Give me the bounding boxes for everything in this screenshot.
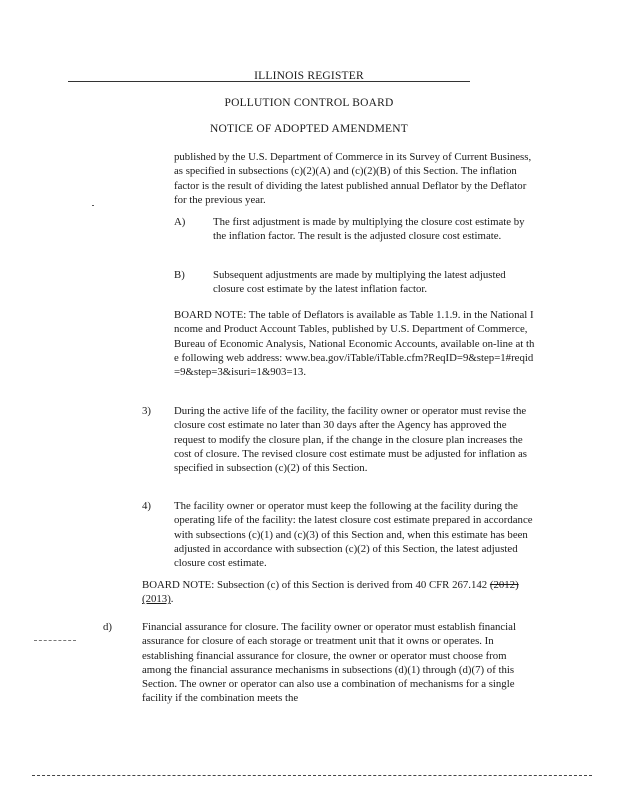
margin-mark bbox=[34, 640, 76, 641]
item-b-label: B) bbox=[174, 269, 185, 281]
item-4-label: 4) bbox=[142, 500, 151, 512]
inserted-year: (2013) bbox=[142, 593, 171, 606]
item-d-label: d) bbox=[103, 621, 112, 633]
notice-title: NOTICE OF ADOPTED AMENDMENT bbox=[209, 123, 409, 135]
item-4-text: The facility owner or operator must keep the following at the facility during the operating life of the facility: the latest closure cost estimate prepared in accordance with subsections (c)(1) and (c)(3) of this Section and, when this estimate has been adjusted in accordance with subsection (c)(2) of this Section, the latest adjusted closure cost estimate. bbox=[174, 500, 533, 570]
board-note-deflators: BOARD NOTE: The table of Deflators is available as Table 1.1.9. in the National Income and Product Account Tables, published by U.S. Department of Commerce, Bureau of Economic Analysis, National Economic Accounts, available on-line at the following web address: www.bea.gov/iTable/iTable.cfm?ReqID=9&step=1#reqid=9&step=3&isuri=1&903=13. bbox=[174, 309, 535, 379]
footer-rule bbox=[32, 775, 592, 776]
item-a-label: A) bbox=[174, 216, 186, 228]
item-b-text: Subsequent adjustments are made by multiplying the latest adjusted closure cost estimate by the latest inflation factor. bbox=[213, 269, 506, 296]
board-note-end: . bbox=[170, 593, 174, 606]
deleted-year: (2012) bbox=[489, 579, 519, 591]
item-d-text: Financial assurance for closure. The facility owner or operator must establish financial assurance for closure of each storage or treatment unit that it owns or operates. In establishing financial assurance for closure, the owner or operator must choose from among the financial assurance mechanisms in subsections (d)(1) through (d)(7) of this Section. The owner or operator can also use a combination of mechanisms for a single facility if the combination meets the bbox=[142, 621, 516, 705]
continuation-paragraph: published by the U.S. Department of Commerce in its Survey of Current Business, as specified in subsections (c)(2)(A) and (c)(2)(B) of this Section. The inflation factor is the result of dividing the latest published annual Deflator by the Deflator for the previous year. bbox=[174, 151, 532, 206]
item-3-label: 3) bbox=[142, 405, 151, 417]
item-a-text: The first adjustment is made by multiplying the closure cost estimate by the inflation factor. The result is the adjusted closure cost estimate. bbox=[213, 216, 525, 243]
board-note-subsection-c bbox=[142, 578, 534, 607]
scan-speck bbox=[92, 205, 94, 206]
register-title: ILLINOIS REGISTER bbox=[254, 70, 364, 82]
board-title: POLLUTION CONTROL BOARD bbox=[224, 97, 394, 109]
board-note-text: BOARD NOTE: Subsection (c) of this Section is derived from 40 CFR 267.142 bbox=[142, 579, 488, 591]
item-3-text: During the active life of the facility, the facility owner or operator must revise the closure cost estimate no later than 30 days after the Agency has approved the request to modify the closure plan, if the change in the closure plan increases the cost of closure. The revised closure cost estimate must be adjusted for inflation as specified in subsection (c)(2) of this Section. bbox=[174, 405, 528, 475]
